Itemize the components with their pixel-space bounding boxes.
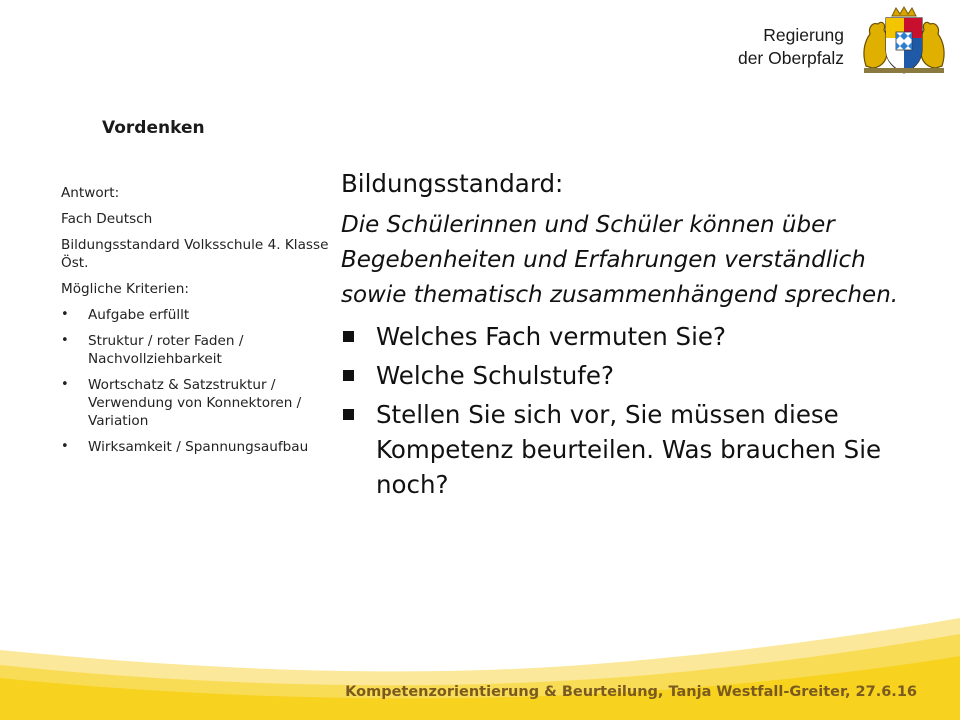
footer-wave (0, 610, 960, 720)
bavarian-coat-of-arms-icon (856, 6, 952, 76)
question-item (341, 397, 901, 502)
criteria-text: Wortschatz & Satzstruktur / Verwendung von Konnektoren / Variation (88, 377, 302, 429)
criteria-list (61, 306, 329, 456)
square-bullet-icon (343, 331, 354, 342)
standard-quote: Die Schülerinnen und Schüler können über Begebenheiten und Erfahrungen verständlich sowie thematisch zusammenhängend sprechen. (341, 212, 899, 308)
criteria-item (61, 306, 329, 324)
question-text: Stellen Sie sich vor, Sie müssen diese Kompetenz beurteilen. Was brauchen Sie noch? (376, 400, 882, 499)
logo-line-2: der Oberpfalz (737, 48, 844, 68)
slide-title: Vordenken (102, 118, 205, 138)
bullet-icon: • (61, 307, 69, 322)
main-content (341, 166, 901, 506)
logo-line-1: Regierung (763, 25, 844, 45)
bullet-icon: • (61, 377, 69, 392)
answer-panel (61, 184, 329, 464)
question-item (341, 358, 901, 393)
square-bullet-icon (343, 370, 354, 381)
footer-text: Kompetenzorientierung & Beurteilung, Tanja Westfall-Greiter, 27.6.16 (345, 684, 917, 700)
criteria-item (61, 376, 329, 430)
square-bullet-icon (343, 409, 354, 420)
standard-heading: Bildungsstandard: (341, 169, 564, 198)
answer-label: Antwort: (61, 185, 120, 201)
bullet-icon: • (61, 439, 69, 454)
question-item (341, 319, 901, 354)
criteria-item (61, 332, 329, 368)
question-text: Welche Schulstufe? (376, 361, 615, 390)
standard-text: Bildungsstandard Volksschule 4. Klasse Öst. (61, 237, 329, 271)
bullet-icon: • (61, 333, 69, 348)
criteria-text: Struktur / roter Faden / Nachvollziehbarkeit (88, 333, 244, 367)
criteria-item (61, 438, 329, 456)
criteria-text: Aufgabe erfüllt (88, 307, 190, 323)
question-text: Welches Fach vermuten Sie? (376, 322, 726, 351)
subject-text: Fach Deutsch (61, 211, 153, 227)
question-list (341, 319, 901, 502)
logo-text (722, 24, 844, 70)
criteria-text: Wirksamkeit / Spannungsaufbau (88, 439, 309, 455)
criteria-label: Mögliche Kriterien: (61, 281, 189, 297)
